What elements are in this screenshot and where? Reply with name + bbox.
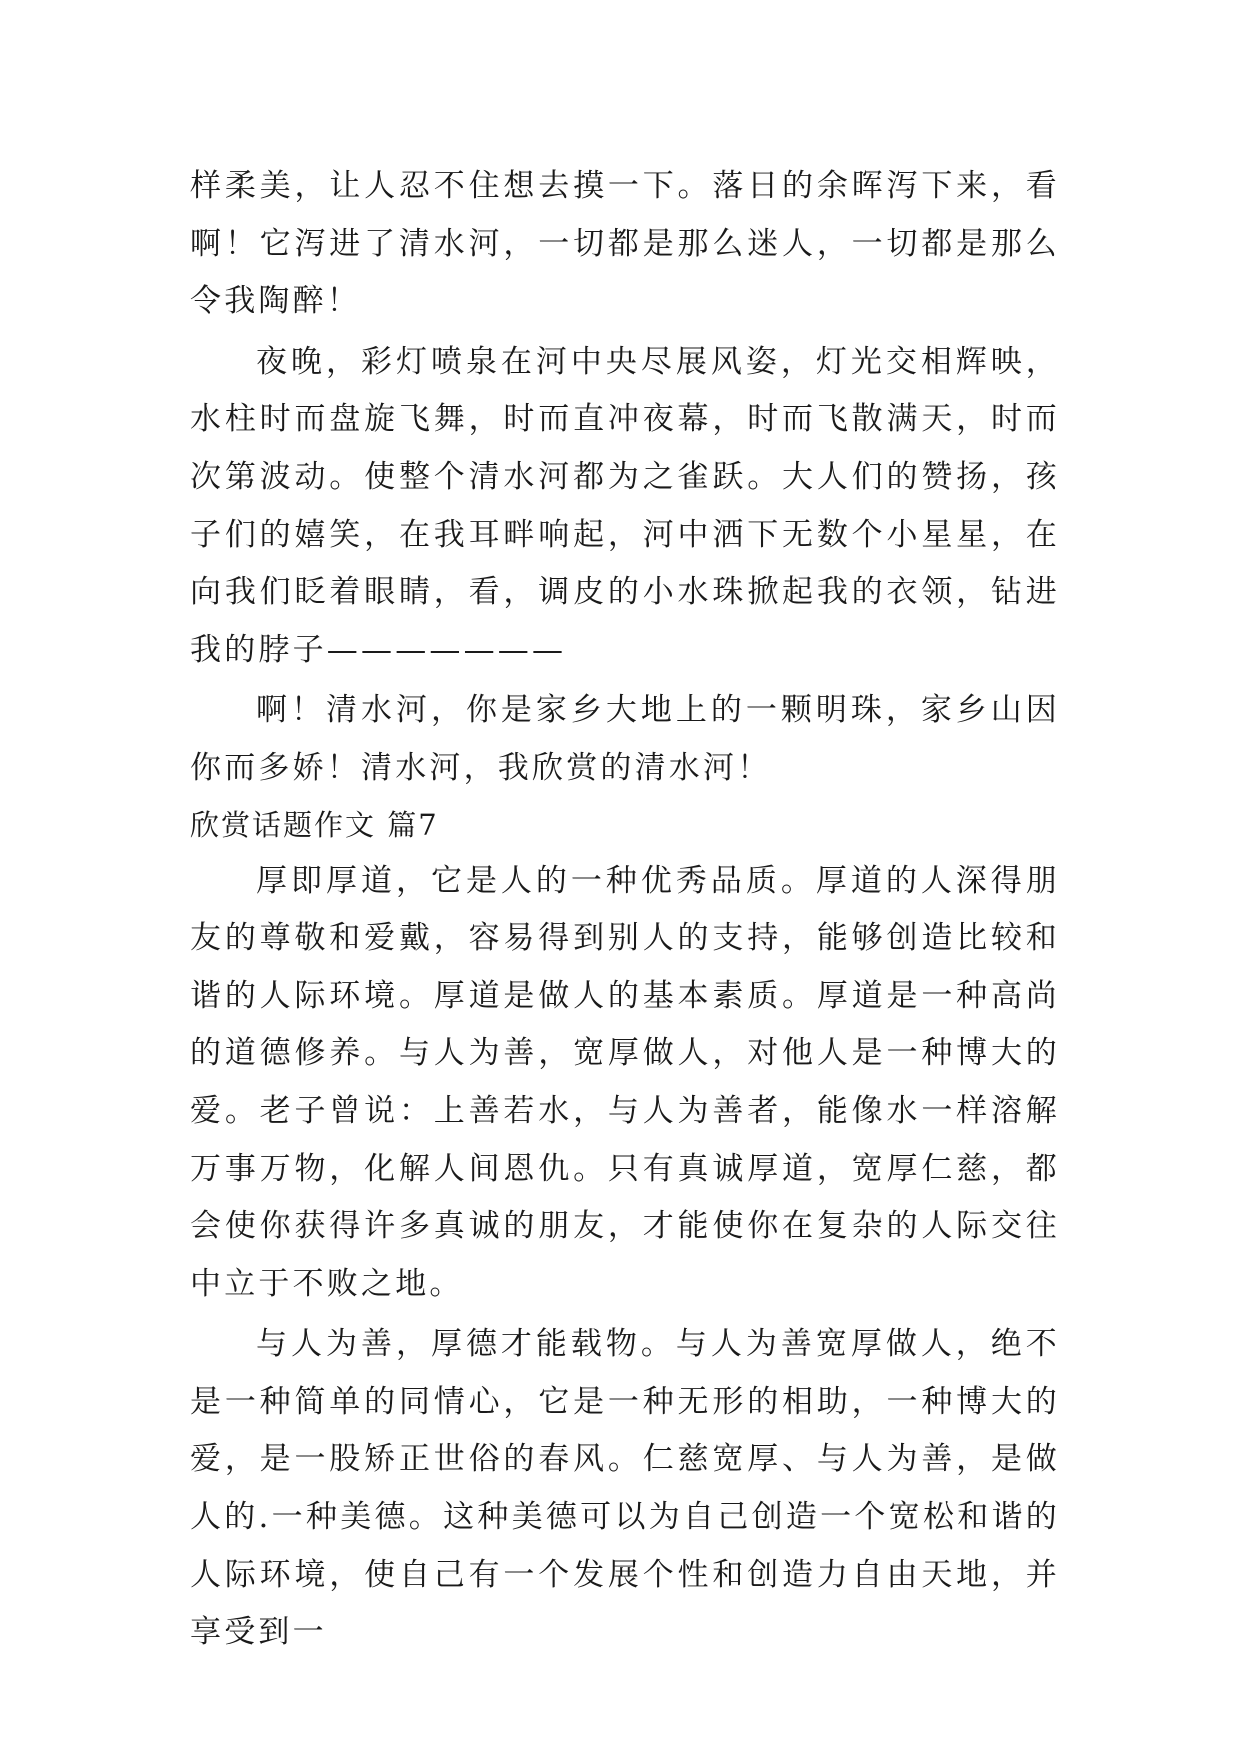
paragraph-night-fountain: 夜晚，彩灯喷泉在河中央尽展风姿，灯光交相辉映，水柱时而盘旋飞舞，时而直冲夜幕，时而飞散满天，时而次第波动。使整个清水河都为之雀跃。大人们的赞扬，孩子们的嬉笑，在我耳畔响起，河中洒下无数个小星星，在向我们眨着眼睛，看，调皮的小水珠掀起我的衣领，钻进我的脖子——————— [190,343,1060,668]
section-heading: 欣赏话题作文 篇7 [190,807,439,842]
document-body [190,158,1060,1662]
paragraph-virtue: 与人为善，厚德才能载物。与人为善宽厚做人，绝不是一种简单的同情心，它是一种无形的相助，一种博大的爱，是一股矫正世俗的春风。仁慈宽厚、与人为善，是做人的.一种美德。这种美德可以为自己创造一个宽松和谐的人际环境，使自己有一个发展个性和创造力自由天地，并享受到一 [190,1326,1060,1651]
paragraph-kindness: 厚即厚道，它是人的一种优秀品质。厚道的人深得朋友的尊敬和爱戴，容易得到别人的支持，能够创造比较和谐的人际环境。厚道是做人的基本素质。厚道是一种高尚的道德修养。与人为善，宽厚做人，对他人是一种博大的爱。老子曾说：上善若水，与人为善者，能像水一样溶解万事万物，化解人间恩仇。只有真诚厚道，宽厚仁慈，都会使你获得许多真诚的朋友，才能使你在复杂的人际交往中立于不败之地。 [190,862,1060,1302]
paragraph-continuation: 样柔美，让人忍不住想去摸一下。落日的余晖泻下来，看啊！它泻进了清水河，一切都是那么迷人，一切都是那么令我陶醉！ [190,168,1060,320]
paragraph-river-praise: 啊！清水河，你是家乡大地上的一颗明珠，家乡山因你而多娇！清水河，我欣赏的清水河！ [190,692,1060,786]
